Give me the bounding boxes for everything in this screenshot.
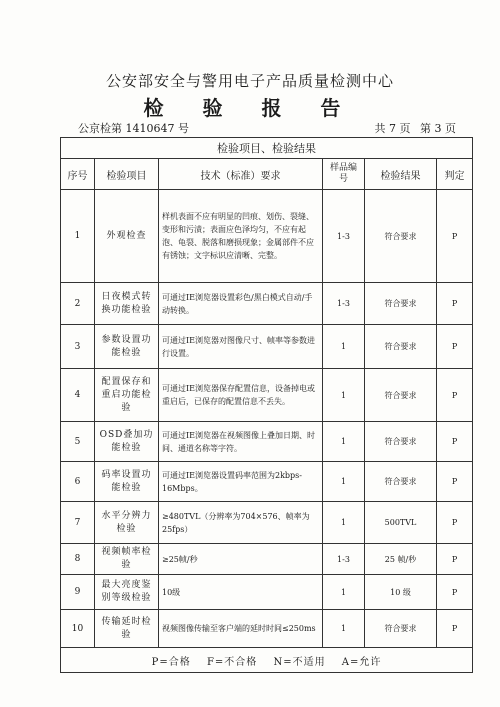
row-item: 外观检查 <box>95 190 159 283</box>
row-verdict: P <box>437 502 473 544</box>
legend-allowed: A=允许 <box>341 656 382 668</box>
table-row <box>61 190 473 283</box>
row-verdict: P <box>437 575 473 610</box>
row-item: 参数设置功能检验 <box>95 325 159 369</box>
row-result: 符合要求 <box>365 422 437 462</box>
row-sample: 1 <box>323 325 365 369</box>
row-requirement: 10级 <box>159 575 323 610</box>
row-verdict: P <box>437 462 473 502</box>
row-requirement: 样机表面不应有明显的凹痕、划伤、裂缝、变形和污渍；表面应色泽均匀，不应有起泡、龟裂、脱落和磨损现象；金属部件不应有锈蚀；文字标识应清晰、完整。 <box>159 190 323 283</box>
legend-row <box>61 648 473 673</box>
row-verdict: P <box>437 422 473 462</box>
row-result: 25 帧/秒 <box>365 544 437 575</box>
row-no: 9 <box>61 575 95 610</box>
page-info <box>369 120 457 136</box>
table-row <box>61 325 473 369</box>
row-sample: 1 <box>323 575 365 610</box>
row-item: 配置保存和重启功能检验 <box>95 369 159 422</box>
row-sample: 1 <box>323 369 365 422</box>
row-result: 符合要求 <box>365 610 437 648</box>
col-header-sample: 样品编号 <box>323 159 365 190</box>
table-row <box>61 422 473 462</box>
row-sample: 1 <box>323 422 365 462</box>
table-row <box>61 502 473 544</box>
row-requirement: 可通过IE浏览器保存配置信息，设备掉电或重启后，已保存的配置信息不丢失。 <box>159 369 323 422</box>
section-title: 检验项目、检验结果 <box>61 138 473 159</box>
row-no: 7 <box>61 502 95 544</box>
row-no: 6 <box>61 462 95 502</box>
col-header-requirement: 技术（标准）要求 <box>159 159 323 190</box>
row-no: 10 <box>61 610 95 648</box>
row-result: 500TVL <box>365 502 437 544</box>
row-verdict: P <box>437 369 473 422</box>
row-item: OSD叠加功能检验 <box>95 422 159 462</box>
row-requirement: ≥480TVL（分辨率为704×576、帧率为25fps） <box>159 502 323 544</box>
legend-fail: F=不合格 <box>206 656 258 668</box>
col-header-result: 检验结果 <box>365 159 437 190</box>
row-verdict: P <box>437 610 473 648</box>
col-header-no: 序号 <box>61 159 95 190</box>
row-result: 符合要求 <box>365 325 437 369</box>
row-verdict: P <box>437 190 473 283</box>
row-no: 2 <box>61 283 95 325</box>
row-requirement: ≥25帧/秒 <box>159 544 323 575</box>
org-name: 公安部安全与警用电子产品质量检测中心 <box>105 72 394 90</box>
page-title: 检 验 报 告 <box>143 96 357 120</box>
inspection-table <box>60 137 473 673</box>
total-pages: 共 7 页 <box>374 122 411 135</box>
row-requirement: 视频图像传输至客户端的延时时间≤250ms <box>159 610 323 648</box>
row-item: 码率设置功能检验 <box>95 462 159 502</box>
row-item: 视频帧率检验 <box>95 544 159 575</box>
table-row <box>61 283 473 325</box>
row-result: 符合要求 <box>365 369 437 422</box>
legend-not-applicable: N=不适用 <box>273 656 326 668</box>
row-item: 水平分辨力检验 <box>95 502 159 544</box>
row-no: 5 <box>61 422 95 462</box>
row-no: 4 <box>61 369 95 422</box>
row-result: 符合要求 <box>365 190 437 283</box>
row-item: 传输延时检验 <box>95 610 159 648</box>
row-result: 符合要求 <box>365 462 437 502</box>
row-verdict: P <box>437 325 473 369</box>
row-requirement: 可通过IE浏览器设置码率范围为2kbps-16Mbps。 <box>159 462 323 502</box>
col-header-verdict: 判定 <box>437 159 473 190</box>
row-no: 8 <box>61 544 95 575</box>
table-row <box>61 575 473 610</box>
col-header-item: 检验项目 <box>95 159 159 190</box>
page-number: 第 3 页 <box>420 122 456 135</box>
table-row <box>61 369 473 422</box>
row-verdict: P <box>437 544 473 575</box>
row-sample: 1 <box>323 502 365 544</box>
table-row <box>61 544 473 575</box>
row-sample: 1 <box>323 462 365 502</box>
row-item: 最大亮度鉴别等级检验 <box>95 575 159 610</box>
row-result: 符合要求 <box>365 283 437 325</box>
legend-pass: P=合格 <box>151 656 191 668</box>
report-number: 公京检第 1410647 号 <box>78 122 189 135</box>
row-requirement: 可通过IE浏览器在视频图像上叠加日期、时间、通道名称等字符。 <box>159 422 323 462</box>
verdict-legend <box>61 648 473 673</box>
row-sample: 1-3 <box>323 544 365 575</box>
row-item: 日夜模式转换功能检验 <box>95 283 159 325</box>
row-result: 10 级 <box>365 575 437 610</box>
row-sample: 1 <box>323 610 365 648</box>
table-row <box>61 610 473 648</box>
row-no: 3 <box>61 325 95 369</box>
table-row <box>61 462 473 502</box>
row-sample: 1-3 <box>323 190 365 283</box>
row-verdict: P <box>437 283 473 325</box>
row-no: 1 <box>61 190 95 283</box>
row-requirement: 可通过IE浏览器设置彩色/黑白模式自动/手动转换。 <box>159 283 323 325</box>
row-sample: 1-3 <box>323 283 365 325</box>
row-requirement: 可通过IE浏览器对图像尺寸、帧率等参数进行设置。 <box>159 325 323 369</box>
